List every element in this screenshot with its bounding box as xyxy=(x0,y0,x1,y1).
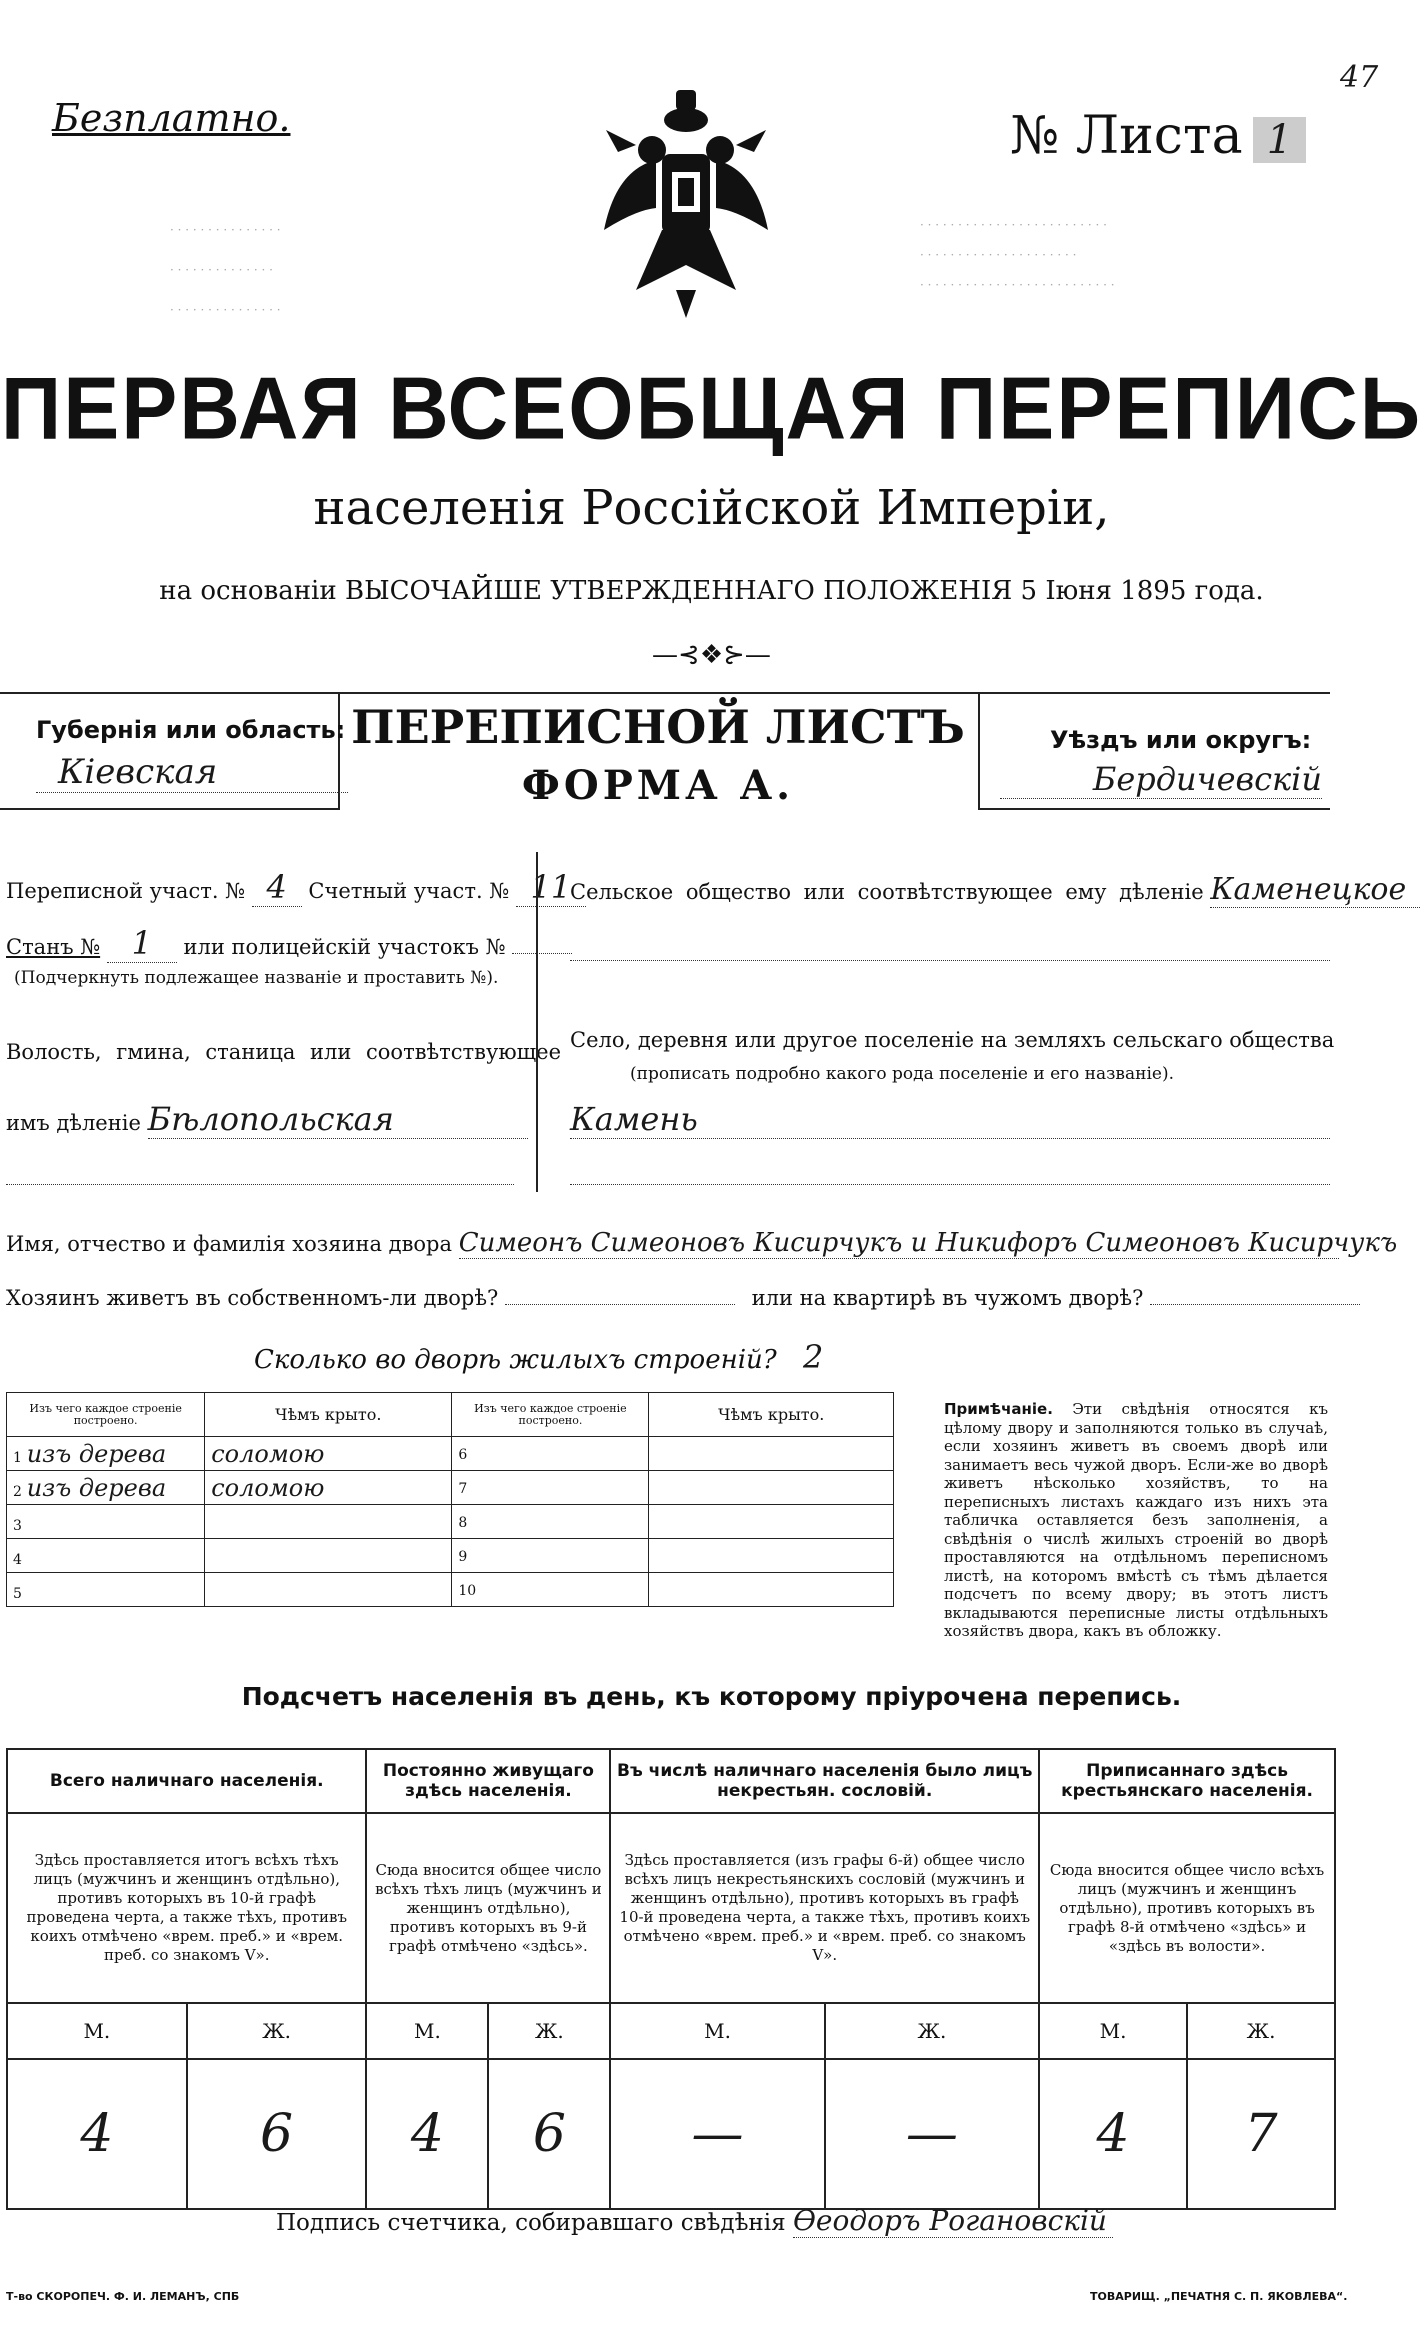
imperial-eagle-icon xyxy=(596,90,776,320)
male-label: М. xyxy=(1039,2003,1187,2059)
table-row xyxy=(7,1573,894,1607)
uezd-value: Бердичевскій xyxy=(1000,760,1322,799)
signature-value: Ѳеодоръ Рогановскій xyxy=(793,2204,1113,2238)
corner-mark: 47 xyxy=(1340,60,1379,95)
female-label: Ж. xyxy=(825,2003,1039,2059)
village-note: (прописать подробно какого рода поселеніе и его названіе). xyxy=(630,1064,1174,1084)
sheet-number-value: 1 xyxy=(1253,117,1306,163)
table-row xyxy=(7,1539,894,1573)
female-label: Ж. xyxy=(1187,2003,1335,2059)
male-label: М. xyxy=(7,2003,187,2059)
rented-label: или на квартирѣ въ чужомъ дворѣ? xyxy=(751,1286,1144,1310)
male-label: М. xyxy=(366,2003,488,2059)
material-cell: 6 xyxy=(452,1437,649,1471)
own-yard-label: Хозяинъ живетъ въ собственномъ-ли дворѣ? xyxy=(6,1286,499,1310)
owner-label: Имя, отчество и фамилія хозяина двора xyxy=(6,1232,453,1256)
roof-cell: соломою xyxy=(205,1437,452,1471)
roof-cell xyxy=(649,1471,894,1505)
village-extra-line xyxy=(570,1184,1330,1185)
count-col-head: Постоянно живущаго здѣсь населенія. xyxy=(366,1749,610,1813)
material-cell: 4 xyxy=(7,1539,205,1573)
stan-row xyxy=(6,924,572,963)
police-note: (Подчеркнуть подлежащее названіе и проставить №). xyxy=(14,968,499,988)
male-count: 4 xyxy=(7,2059,187,2209)
note-block xyxy=(944,1400,1328,1641)
roof-cell xyxy=(205,1505,452,1539)
note-title: Примѣчаніе. xyxy=(944,1400,1053,1418)
male-count: 4 xyxy=(366,2059,488,2209)
society-value: Каменецкое xyxy=(1210,872,1420,908)
col-roof-left: Чѣмъ крыто. xyxy=(205,1393,452,1437)
material-cell: 5 xyxy=(7,1573,205,1607)
signature-row xyxy=(276,2204,1113,2238)
table-row xyxy=(7,1437,894,1471)
count-col-head: Приписаннаго здѣсь крестьянскаго населенія. xyxy=(1039,1749,1335,1813)
female-label: Ж. xyxy=(187,2003,367,2059)
footer-left: Т-во СКОРОПЕЧ. Ф. И. ЛЕМАНЪ, СПБ xyxy=(6,2290,240,2303)
male-count: — xyxy=(610,2059,824,2209)
male-count: 4 xyxy=(1039,2059,1187,2209)
female-count: 6 xyxy=(488,2059,610,2209)
count-col-desc: Сюда вносится общее число всѣхъ лицъ (мужчинъ и женщинъ отдѣльно), противъ которыхъ въ графѣ 8-й отмѣчено «здѣсь» и «здѣсь въ волости». xyxy=(1039,1813,1335,2003)
count-col-head: Всего наличнаго населенія. xyxy=(7,1749,366,1813)
table-row xyxy=(7,1471,894,1505)
buildings-label: Сколько во дворѣ жилыхъ строеній? xyxy=(254,1345,777,1375)
page-subtitle: населенія Россійской Имперіи, xyxy=(313,480,1110,536)
sheet-number-label: № Листа xyxy=(1010,106,1243,166)
footer-right: ТОВАРИЩ. „ПЕЧАТНЯ С. П. ЯКОВЛЕВА“. xyxy=(1090,2290,1348,2303)
note-text: Эти свѣдѣнія относятся къ цѣлому двору и заполняются только въ случаѣ, если хозяинъ живетъ въ своемъ дворѣ или занимаетъ весь чужой дворъ. Если-же во дворѣ живетъ нѣсколько хозяйствъ, то на переписныхъ листахъ каждаго изъ нихъ эта табличка оставляется безъ заполненія, а свѣдѣнія о числѣ жилыхъ строеній во дворѣ проставляются на отдѣльномъ переписномъ листѣ, на которомъ вмѣстѣ съ тѣмъ дѣлается подсчетъ по всему двору; въ этотъ листъ вкладываются переписные листы отдѣльныхъ хозяйствъ двора, какъ въ обложку. xyxy=(944,1400,1328,1640)
volost-label-2: имъ дѣленіе xyxy=(6,1111,141,1135)
band-divider-right xyxy=(978,692,980,810)
society-extra-line xyxy=(570,960,1330,961)
form-subtitle: ФОРМА А. xyxy=(521,762,795,809)
roof-cell xyxy=(649,1505,894,1539)
table-row xyxy=(7,1505,894,1539)
own-yard-row xyxy=(6,1284,1360,1310)
sheet-number xyxy=(1010,106,1306,166)
bleed-through: · · · · · · · · · · · · · · · · · · · · · · · · · · · · · · · · · · · · · · · · · · · · xyxy=(170,223,281,317)
signature-label: Подпись счетчика, собиравшаго свѣдѣнія xyxy=(276,2210,786,2236)
bleed-through: · · · · · · · · · · · · · · · · · · · · · · · · · · · · · · · · · · · · · · · · · · · · · · · · · · · · · · · · · · · · · · · · · · · · · · · · xyxy=(920,218,1115,292)
village-value: Камень xyxy=(570,1100,1330,1139)
buildings-value: 2 xyxy=(802,1338,824,1376)
gubernia-label: Губернія или область: xyxy=(36,716,346,744)
volost-extra-line xyxy=(6,1184,514,1185)
society-row xyxy=(570,872,1420,908)
female-count: 6 xyxy=(187,2059,367,2209)
band-bottom-left xyxy=(0,808,338,810)
owner-value: Симеонъ Симеоновъ Кисирчукъ и Никифоръ Симеоновъ Кисирчукъ xyxy=(458,1228,1398,1258)
page-basis: на основаніи ВЫСОЧАЙШЕ УТВЕРЖДЕННАГО ПОЛОЖЕНІЯ 5 Іюня 1895 года. xyxy=(159,576,1264,606)
count-col-head: Въ числѣ наличнаго населенія было лицъ некрестьян. сословій. xyxy=(610,1749,1039,1813)
roof-cell xyxy=(205,1573,452,1607)
female-count: 7 xyxy=(1187,2059,1335,2209)
material-cell: 7 xyxy=(452,1471,649,1505)
middle-divider xyxy=(536,852,538,1192)
buildings-table xyxy=(6,1392,894,1607)
roof-cell xyxy=(649,1573,894,1607)
stan-value: 1 xyxy=(107,924,177,963)
female-count: — xyxy=(825,2059,1039,2209)
owner-row xyxy=(6,1228,1398,1259)
buildings-row xyxy=(254,1338,823,1376)
count-col-desc: Здѣсь проставляется (изъ графы 6-й) общее число всѣхъ лицъ некрестьянскихъ сословій (мужчинъ и женщинъ отдѣльно), противъ которыхъ въ графѣ 10-й проведена черта, а также тѣхъ, противъ коихъ отмѣчено «врем. преб.» и «врем. преб. со знакомъ V». xyxy=(610,1813,1039,2003)
volost-label-1: Волость, гмина, станица или соотвѣтствующее xyxy=(6,1040,562,1064)
police-label: или полицейскій участокъ № xyxy=(183,935,506,959)
material-cell: 1 изъ дерева xyxy=(7,1437,205,1471)
roof-cell xyxy=(205,1539,452,1573)
count-area-label: Счетный участ. № xyxy=(308,879,510,903)
count-area-value: 11 xyxy=(516,868,586,907)
count-col-desc: Сюда вносится общее число всѣхъ тѣхъ лицъ (мужчинъ и женщинъ отдѣльно), противъ которыхъ въ 9-й графѣ отмѣчено «здѣсь». xyxy=(366,1813,610,2003)
uezd-label: Уѣздъ или округъ: xyxy=(1050,726,1312,754)
count-col-desc: Здѣсь проставляется итогъ всѣхъ тѣхъ лицъ (мужчинъ и женщинъ отдѣльно), противъ которыхъ въ 10-й графѣ проведена черта, а также тѣхъ, противъ коихъ отмѣчено «врем. преб.» и «врем. преб. со знакомъ V». xyxy=(7,1813,366,2003)
page-title: ПЕРВАЯ ВСЕОБЩАЯ ПЕРЕПИСЬ xyxy=(0,358,1423,458)
rented-value xyxy=(1150,1284,1360,1305)
count-table xyxy=(6,1748,1336,2210)
police-value xyxy=(512,931,572,954)
col-material-left: Изъ чего каждое строеніе построено. xyxy=(7,1393,205,1437)
material-cell: 8 xyxy=(452,1505,649,1539)
roof-cell xyxy=(649,1539,894,1573)
col-material-right: Изъ чего каждое строеніе построено. xyxy=(452,1393,649,1437)
material-cell: 3 xyxy=(7,1505,205,1539)
census-area-label: Переписной участ. № xyxy=(6,879,246,903)
material-cell: 2 изъ дерева xyxy=(7,1471,205,1505)
material-cell: 10 xyxy=(452,1573,649,1607)
own-yard-value xyxy=(505,1284,735,1305)
female-label: Ж. xyxy=(488,2003,610,2059)
ornament: —⊰❖⊱— xyxy=(652,640,771,670)
census-area-row xyxy=(6,868,586,907)
male-label: М. xyxy=(610,2003,824,2059)
census-area-value: 4 xyxy=(252,868,302,907)
material-cell: 9 xyxy=(452,1539,649,1573)
free-label: Безплатно. xyxy=(52,96,291,140)
form-title: ПЕРЕПИСНОЙ ЛИСТЪ xyxy=(351,700,965,754)
stan-label: Станъ № xyxy=(6,935,101,959)
band-bottom-right xyxy=(978,808,1330,810)
col-roof-right: Чѣмъ крыто. xyxy=(649,1393,894,1437)
society-label: Сельское общество или соотвѣтствующее ему дѣленіе xyxy=(570,880,1204,904)
roof-cell: соломою xyxy=(205,1471,452,1505)
village-label: Село, деревня или другое поселеніе на земляхъ сельскаго общества xyxy=(570,1028,1335,1052)
roof-cell xyxy=(649,1437,894,1471)
gubernia-value: Кіевская xyxy=(36,752,348,793)
count-title: Подсчетъ населенія въ день, къ которому пріурочена перепись. xyxy=(241,1682,1182,1711)
volost-row xyxy=(6,1100,528,1139)
volost-value: Бѣлопольская xyxy=(148,1100,528,1139)
